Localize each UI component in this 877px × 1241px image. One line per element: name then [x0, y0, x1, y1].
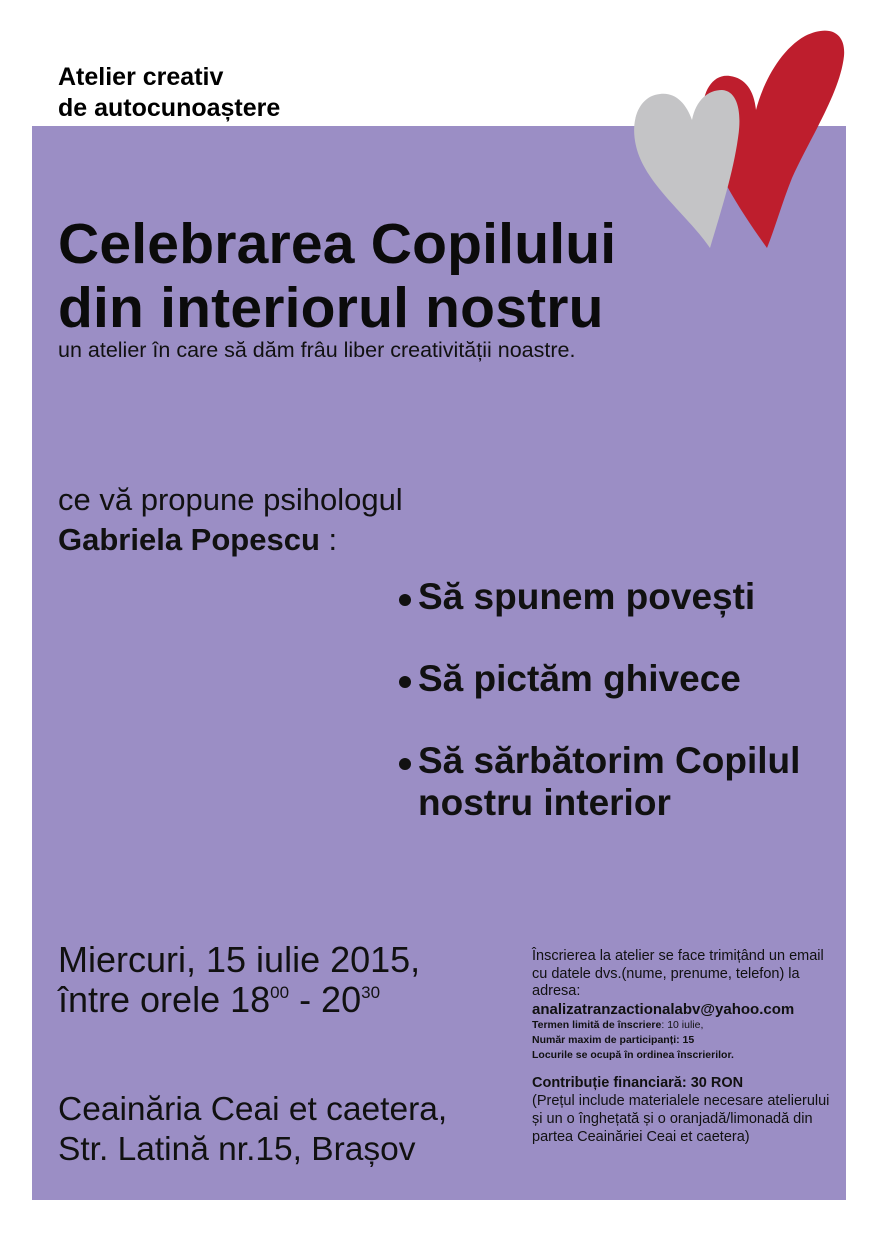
event-time — [58, 980, 420, 1020]
gray-heart-icon — [634, 90, 739, 248]
max-participants: Număr maxim de participanți: 15 — [532, 1034, 695, 1046]
time-separator: - 20 — [289, 979, 362, 1020]
psychologist-line — [58, 520, 403, 560]
end-minutes: 30 — [361, 983, 381, 1002]
deadline-value: : 10 iulie, — [661, 1019, 704, 1031]
subtitle: un atelier în care să dăm frâu liber creativității noastre. — [58, 338, 576, 362]
event-datetime — [58, 940, 420, 1020]
deadline-label: Termen limită de înscriere — [532, 1019, 662, 1031]
intro-line: ce vă propune psihologul — [58, 482, 403, 517]
contribution-info — [532, 1074, 832, 1146]
activity-item — [396, 740, 800, 824]
venue-address: Str. Latină nr.15, Brașov — [58, 1131, 416, 1168]
activity-text: Să spunem povești — [418, 576, 756, 617]
registration-info — [532, 948, 832, 1063]
intro-block — [58, 480, 403, 560]
event-location — [58, 1090, 447, 1170]
main-title-line-2: din interiorul nostru — [58, 276, 604, 340]
activities-list — [396, 576, 800, 824]
hearts-logo — [630, 28, 850, 253]
registration-deadline — [532, 1018, 832, 1033]
activity-text: Să pictăm ghivece — [418, 658, 741, 699]
registration-text: Înscrierea la atelier se face trimițând un email cu datele dvs.(nume, prenume, telefon) la adresa: — [532, 948, 824, 999]
contribution-note: (Prețul include materialele necesare atelierului și un o înghețată și o oranjadă/limonadă din partea Ceainăriei Ceai et caetera) — [532, 1093, 830, 1145]
start-minutes: 00 — [270, 983, 290, 1002]
order-note: Locurile se ocupă în ordinea înscrierilor. — [532, 1049, 734, 1061]
workshop-type-line-2: de autocunoaștere — [58, 94, 281, 122]
activity-item — [396, 576, 800, 618]
activity-item — [396, 658, 800, 700]
activity-text-continued: nostru interior — [418, 782, 671, 823]
activity-text: Să sărbătorim Copilul — [418, 740, 801, 781]
colon: : — [319, 522, 338, 557]
contribution-title: Contribuție financiară: 30 RON — [532, 1075, 744, 1091]
main-title-line-1: Celebrarea Copilului — [58, 212, 617, 276]
workshop-type-line-1: Atelier creativ — [58, 63, 224, 91]
venue-name: Ceainăria Ceai et caetera, — [58, 1091, 448, 1128]
main-title — [58, 212, 616, 340]
workshop-type-heading — [58, 62, 280, 124]
psychologist-name: Gabriela Popescu — [58, 522, 320, 557]
time-prefix: între orele 18 — [58, 979, 271, 1020]
registration-email: analizatranzactionalabv@yahoo.com — [532, 1000, 795, 1018]
event-date: Miercuri, 15 iulie 2015, — [58, 939, 421, 980]
